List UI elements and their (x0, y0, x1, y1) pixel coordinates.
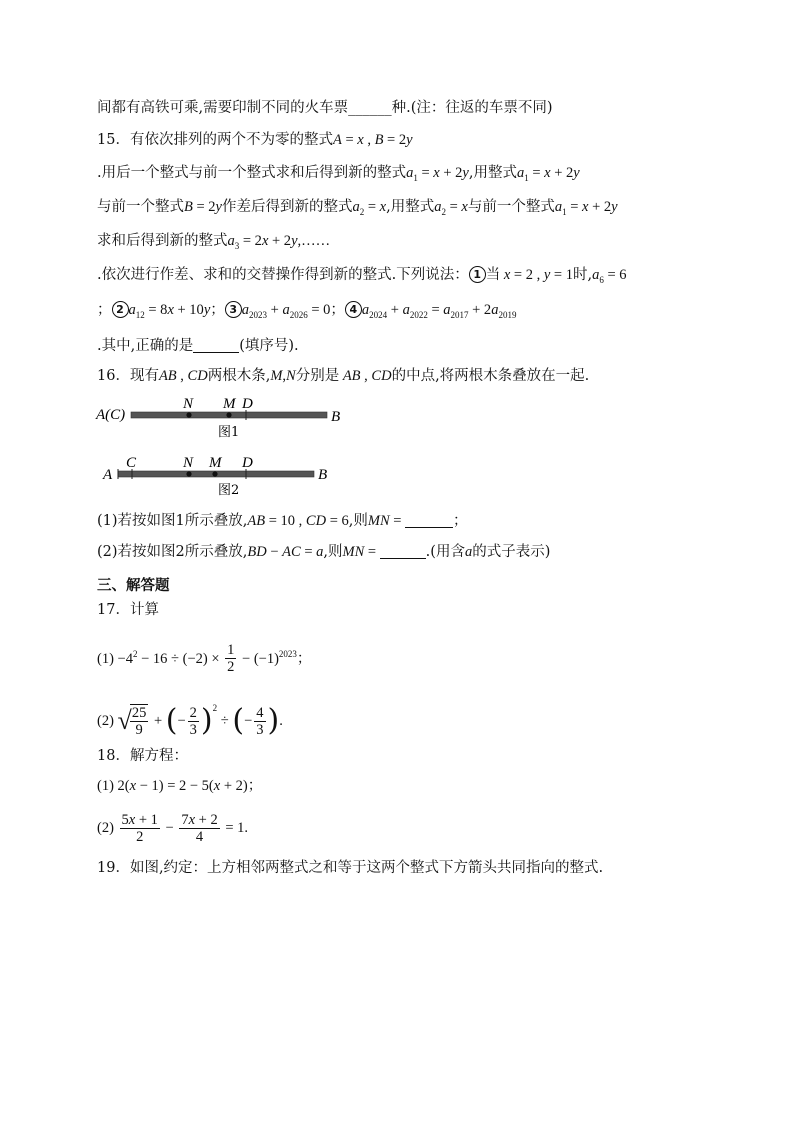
q16-part2-tail: 的式子表示) (472, 544, 551, 560)
q15-line-6: ； 2 $a_{12} = 8x + 10y$； 3 $a_{2023} + a_{2026} = 0$； 4 $a_{2024} + a_{2022} = a_{2017} + 2a_{2019}$ (97, 302, 517, 320)
q16-text-c: 分别是 (295, 368, 340, 384)
q16-part2-text: (2)若按如图2所示叠放, (97, 544, 248, 560)
q15-text-g: .其中,正确的是 (97, 338, 194, 354)
circled-3: 3 (225, 301, 242, 318)
q16-part1-text: (1)若按如图1所示叠放, (97, 513, 248, 529)
answer-blank-mn2[interactable] (380, 544, 426, 559)
circled-2: 2 (112, 301, 129, 318)
q16-text-d: 的中点,将两根木条叠放在一起. (391, 368, 590, 384)
circled-4: 4 (345, 301, 362, 318)
q16-part2-then: ,则 (323, 544, 343, 560)
fig1-label-b: B (331, 409, 341, 425)
q16-part2: (2)若按如图2所示叠放,BD − AC = a,则MN = .(用含a的式子表示) (97, 544, 551, 560)
q16-line-1: 16．现有AB , CD两根木条,M,N分别是 AB , CD的中点,将两根木条叠放在一起. (97, 368, 590, 384)
fig1-label-m: M (223, 396, 236, 412)
fig1-point-n (186, 412, 191, 417)
q15-text-e: .依次进行作差、求和的交替操作得到新的整式.下列说法： (97, 267, 469, 283)
q15-line-5: .依次进行作差、求和的交替操作得到新的整式.下列说法： 1 当 x = 2 , y = 1时$,a_6 = 6$ (97, 267, 627, 285)
fig1-label-a: A(C) (96, 407, 126, 423)
q15-line-1: 15．有依次排列的两个不为零的整式A = x , B = 2y (97, 132, 413, 148)
q16-text-b: 两根木条, (207, 368, 271, 384)
fig2-point-m (212, 471, 217, 476)
answer-blank-mn1[interactable] (405, 513, 453, 528)
q19-line: 19．如图,约定：上方相邻两整式之和等于这两个整式下方箭头共同指向的整式. (97, 860, 604, 876)
q15-line-2: .用后一个整式与前一个整式求和后得到新的整式$a_1 = x + 2y$,用整式$a_1 = x + 2y$ (97, 165, 580, 183)
fig2-label-a: A (103, 467, 113, 483)
q15-stem: 15．有依次排列的两个不为零的整式 (97, 132, 333, 148)
q16-part1: (1)若按如图1所示叠放,AB = 10 , CD = 6,则MN = ； (97, 513, 468, 529)
q15-text-g-tail: (填序号). (239, 338, 299, 354)
fig1-caption: 图1 (218, 425, 240, 440)
q16-part1-then: ,则 (348, 513, 368, 529)
fig2-label-d: D (242, 455, 253, 471)
q16-part2-using: .(用含 (425, 544, 465, 560)
q18-heading: 18．解方程： (97, 748, 188, 764)
section-heading: 三、解答题 (97, 578, 170, 594)
fig2-label-c: C (126, 455, 137, 471)
q15-text-d: 求和后得到新的整式 (97, 233, 228, 249)
fig2-caption: 图2 (218, 483, 240, 498)
q18-part1: (1) 2(x − 1) = 2 − 5(x + 2)； (97, 778, 263, 794)
q17-heading: 17．计算 (97, 602, 159, 618)
q15-text-c: 与前一个整式 (97, 199, 184, 215)
fig1-label-d: D (242, 396, 253, 412)
q17-part1: $(1) -4^2 - 16 \div (-2)$ × $\frac{1}{2}$ − $(-1)^{2023}$； (97, 642, 312, 676)
fig2-label-m: M (209, 455, 222, 471)
continuation-text: 间都有高铁可乘,需要印制不同的火车票______种.(注：往返的车票不同) (97, 100, 553, 116)
q16-text-a: 16．现有 (97, 368, 159, 384)
fig2-label-n: N (183, 455, 194, 471)
q17-part2: (2) √ $\frac{25}{9}$ + (− $\frac{2}{3}$ )$^2$ ÷ (− $\frac{4}{3}$ ). (97, 703, 283, 738)
q15-text-b: .用后一个整式与前一个整式求和后得到新的整式 (97, 165, 407, 181)
circled-1: 1 (469, 266, 486, 283)
fig1-label-n: N (183, 396, 194, 412)
q15-line-4: 求和后得到新的整式$a_3 = 2x$ + 2y,…… (97, 233, 331, 251)
fig2-point-n (186, 471, 191, 476)
q18-part2: (2) $\frac{5x + 1}{2}$ − $\frac{7x + 2}{4}$ = 1. (97, 811, 249, 845)
fig2-label-b: B (318, 467, 328, 483)
fig1-point-m (226, 412, 231, 417)
q15-line-3: 与前一个整式B = 2y作差后得到新的整式$a_2 = x$,用整式$a_2 = x$与前一个整式$a_1 = x + 2y$ (97, 199, 618, 217)
